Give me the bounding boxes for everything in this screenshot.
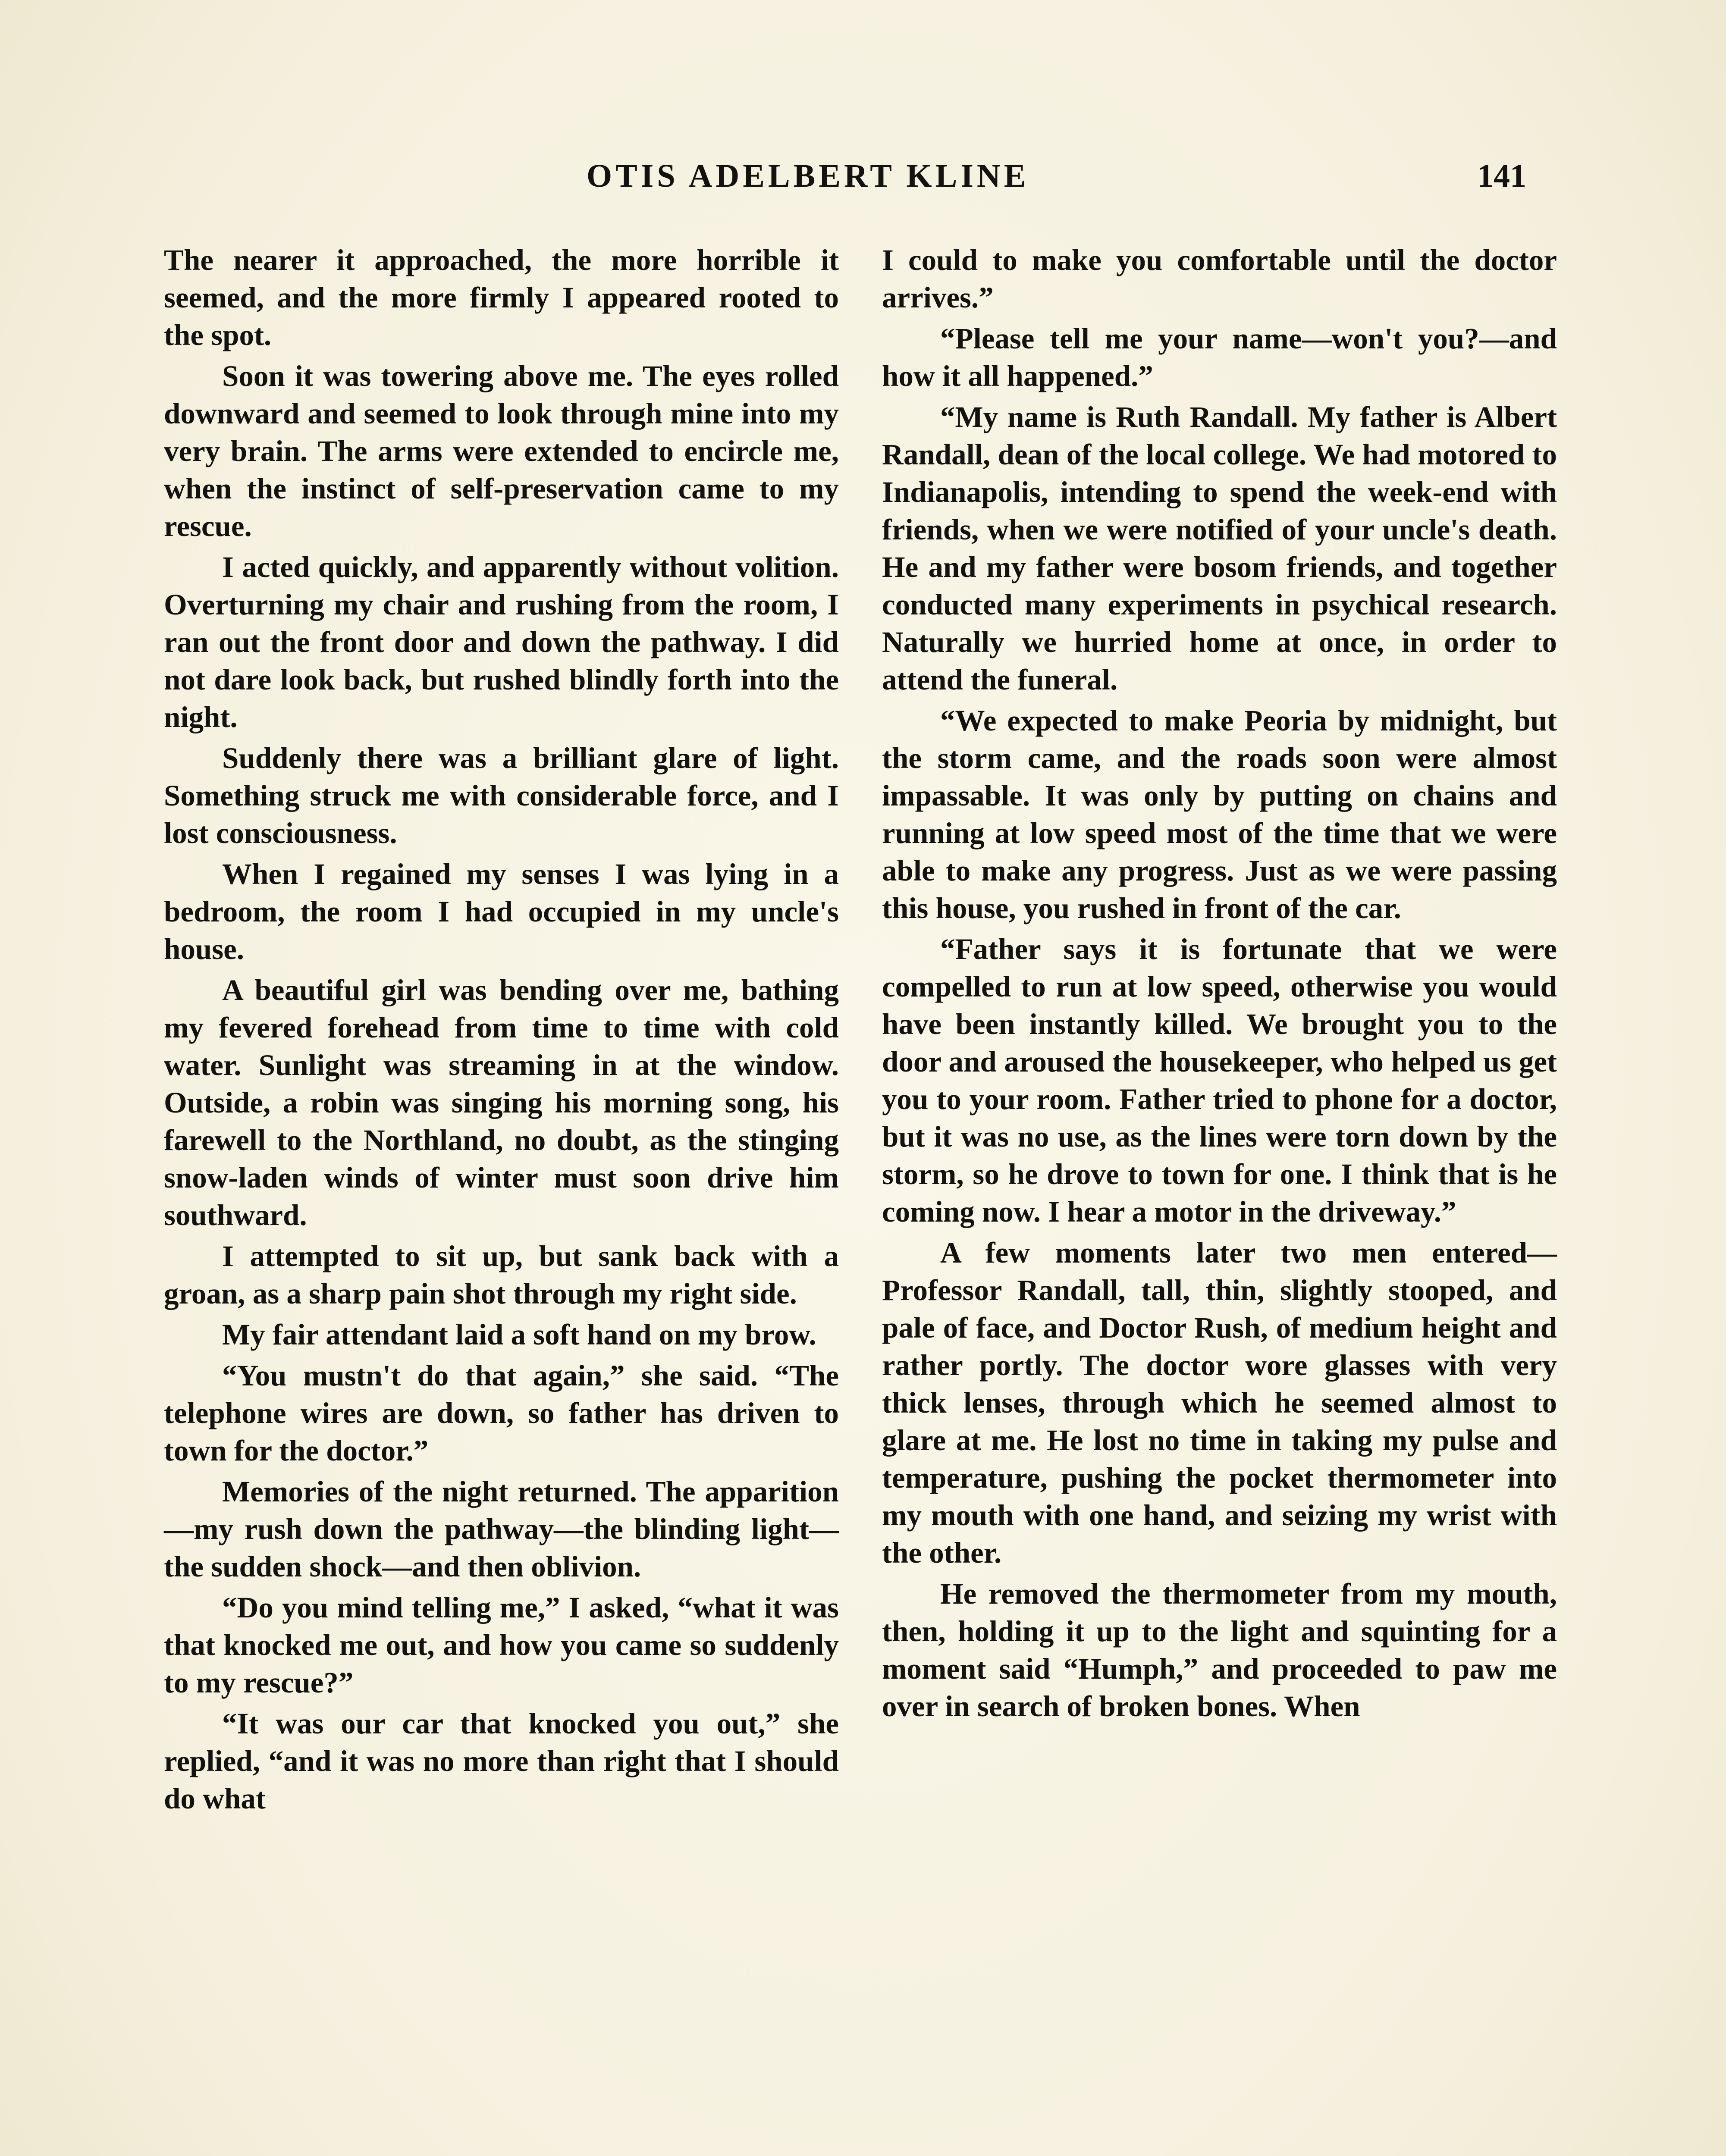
left-text-column (164, 241, 839, 1821)
paragraph: I attempted to sit up, but sank back with a groan, as a sharp pain shot through my right side. (164, 1240, 839, 1310)
paragraph: “It was our car that knocked you out,” she replied, “and it was no more than right that I should do what (164, 1707, 839, 1815)
paragraph: A beautiful girl was bending over me, bathing my fevered forehead from time to time with cold water. Sunlight was streaming in at the window. Outside, a robin was singing his morning song, his farewell to the Northland, no doubt, as the stinging snow-laden winds of winter must soon drive him southward. (164, 974, 839, 1232)
paragraph: “My name is Ruth Randall. My father is Albert Randall, dean of the local college. We had motored to Indianapolis, intending to spend the week-end with friends, when we were notified of your uncle's death. He and my father were bosom friends, and together conducted many experiments in psychical research. Naturally we hurried home at once, in order to attend the funeral. (882, 401, 1557, 696)
page-number: 141 (1477, 158, 1526, 194)
paragraph: The nearer it approached, the more horrible it seemed, and the more firmly I appeared rooted to the spot. (164, 244, 839, 351)
paragraph: “You mustn't do that again,” she said. “The telephone wires are down, so father has driven to town for the doctor.” (164, 1359, 839, 1467)
paragraph: When I regained my senses I was lying in a bedroom, the room I had occupied in my uncle's house. (164, 858, 839, 965)
paragraph: Soon it was towering above me. The eyes rolled downward and seemed to look through mine into my very brain. The arms were extended to encircle me, when the instinct of self-preservation came to my rescue. (164, 360, 839, 542)
paragraph: I could to make you comfortable until the doctor arrives.” (882, 244, 1557, 314)
right-text-column (882, 241, 1557, 1729)
paragraph: “Please tell me your name—won't you?—and how it all happened.” (882, 322, 1557, 392)
paragraph: “Father says it is fortunate that we were compelled to run at low speed, otherwise you would have been instantly killed. We brought you to the door and aroused the housekeeper, who helped us get you to your room. Father tried to phone for a doctor, but it was no use, as the lines were torn down by the storm, so he drove to town for one. I think that is he coming now. I hear a motor in the driveway.” (882, 933, 1557, 1228)
paragraph: Suddenly there was a brilliant glare of light. Something struck me with considerable force, and I lost consciousness. (164, 742, 839, 849)
paragraph: “We expected to make Peoria by midnight, but the storm came, and the roads soon were almost impassable. It was only by putting on chains and running at low speed most of the time that we were able to make any progress. Just as we were passing this house, you rushed in front of the car. (882, 704, 1557, 924)
paragraph: My fair attendant laid a soft hand on my brow. (222, 1318, 816, 1351)
running-head: OTIS ADELBERT KLINE (587, 158, 1029, 194)
paragraph: I acted quickly, and apparently without volition. Overturning my chair and rushing from the room, I ran out the front door and down the pathway. I did not dare look back, but rushed blindly forth into the night. (164, 551, 839, 733)
paragraph: “Do you mind telling me,” I asked, “what it was that knocked me out, and how you came so suddenly to my rescue?” (164, 1591, 839, 1699)
paragraph: He removed the thermometer from my mouth, then, holding it up to the light and squinting for a moment said “Humph,” and proceeded to paw me over in search of broken bones. When (882, 1577, 1557, 1723)
paragraph: A few moments later two men entered—Professor Randall, tall, thin, slightly stooped, and pale of face, and Doctor Rush, of medium height and rather portly. The doctor wore glasses with very thick lenses, through which he seemed almost to glare at me. He lost no time in taking my pulse and temperature, pushing the pocket thermometer into my mouth with one hand, and seizing my wrist with the other. (882, 1236, 1557, 1569)
paragraph: Memories of the night returned. The apparition—my rush down the pathway—the blinding light—the sudden shock—and then oblivion. (164, 1475, 839, 1583)
